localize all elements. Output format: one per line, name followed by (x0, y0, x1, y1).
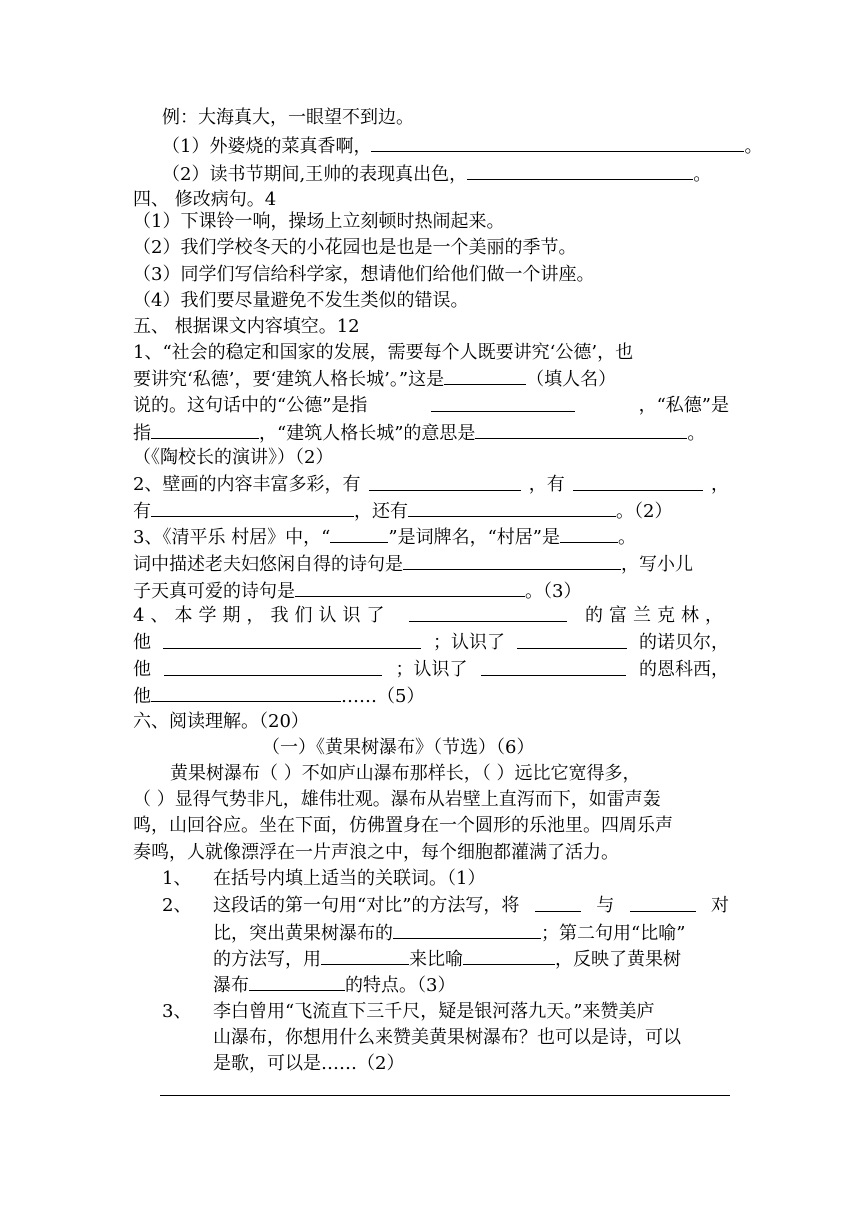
fill-1-line-2 (133, 366, 616, 392)
fill-1-line-3 (133, 393, 729, 419)
rewrite-question-2 (162, 161, 711, 187)
fill-4-text: 4、本学期，我们认识了 (133, 605, 391, 626)
fill-3-text: 。（3） (525, 581, 582, 602)
fill-4-text: 他 (133, 659, 151, 680)
reading-question-2-text: ；第二句用“比喻” (541, 923, 686, 944)
fill-3-text: 3、《清平乐 村居》中，“ (133, 527, 331, 548)
fill-2-line-1 (133, 472, 729, 498)
reading-question-3-line-3: 是歌，可以是……（2） (213, 1053, 405, 1074)
passage-line-4: 奏鸣，人就像漂浮在一片声浪之中，每个细胞都灌满了活力。 (133, 842, 619, 863)
fill-1-text: 。 (687, 423, 706, 444)
rewrite-question-1 (162, 133, 762, 159)
reading-question-2-text: 对 (710, 895, 729, 916)
sick-sentence-1: （1）下课铃一响，操场上立刻顿时热闹起来。 (133, 211, 505, 232)
fill-3-text: 词中描述老夫妇悠闲自得的诗句是 (133, 554, 403, 575)
fill-4-line-1 (133, 603, 729, 629)
fill-3-line-2 (133, 551, 693, 577)
fill-1-text: 1、“社会的稳定和国家的发展，需要每个人既要讲究‘公德’，也 (133, 342, 634, 363)
fill-3-text: 。 (617, 527, 636, 548)
answer-blank[interactable] (444, 366, 526, 385)
fill-4-text: 的恩科西， (639, 659, 729, 680)
fill-1-line-1 (133, 340, 729, 366)
fill-3-text: ”是词牌名，“村居”是 (388, 527, 560, 548)
answer-blank[interactable] (467, 161, 693, 180)
section-5-heading: 五、 根据课文内容填空。12 (133, 316, 360, 337)
answer-blank[interactable] (535, 893, 581, 912)
answer-blank[interactable] (151, 683, 341, 702)
fill-3-line-3 (133, 578, 581, 604)
fill-2-text: ，有 (528, 474, 565, 495)
answer-blank[interactable] (163, 630, 421, 649)
passage-line-2: （ ）显得气势非凡，雄伟壮观。瀑布从岩壁上直泻而下，如雷声轰 (133, 789, 661, 810)
fill-4-line-2 (133, 630, 729, 656)
passage-line-1: 黄果树瀑布（ ）不如庐山瀑布那样长，（ ）远比它宽得多， (170, 763, 641, 784)
answer-blank[interactable] (475, 420, 687, 439)
fill-3-line-1 (133, 524, 636, 550)
reading-question-1: 在括号内填上适当的关联词。（1） (213, 868, 486, 889)
reading-question-3-number: 3、 (162, 1001, 192, 1022)
reading-question-2-line-1 (213, 893, 729, 919)
reading-question-1-number: 1、 (162, 868, 192, 889)
fill-4-text: 他 (133, 632, 151, 653)
fill-1-text: 要讲究‘私德’，要‘建筑人格长城’。”这是 (133, 369, 445, 390)
fill-1-line-4 (133, 420, 705, 446)
answer-blank[interactable] (393, 920, 541, 939)
sick-sentence-4: （4）我们要尽量避免不发生类似的错误。 (133, 290, 469, 311)
answer-blank[interactable] (630, 893, 696, 912)
answer-blank[interactable] (151, 498, 354, 517)
answer-blank[interactable] (409, 603, 567, 622)
answer-line[interactable] (160, 1095, 730, 1096)
answer-blank[interactable] (369, 472, 521, 491)
fill-4-text: ；认识了 (395, 659, 468, 680)
reading-question-2-line-2 (213, 920, 685, 946)
answer-blank[interactable] (164, 657, 382, 676)
answer-blank[interactable] (573, 472, 703, 491)
reading-question-2-line-3 (213, 946, 681, 972)
answer-blank[interactable] (517, 630, 627, 649)
reading-question-2-number: 2、 (162, 895, 192, 916)
rewrite-question-1-text: （1）外婆烧的菜真香啊， (162, 136, 372, 157)
answer-blank[interactable] (330, 524, 388, 543)
answer-blank[interactable] (151, 420, 259, 439)
fill-4-line-4 (133, 683, 424, 709)
fill-1-text: ，“建筑人格长城”的意思是 (259, 423, 476, 444)
answer-blank[interactable] (481, 657, 626, 676)
fill-3-text: ，写小儿 (621, 554, 693, 575)
fill-4-text: ……（5） (341, 686, 425, 707)
sick-sentence-2: （2）我们学校冬天的小花园也是也是一个美丽的季节。 (133, 237, 577, 258)
reading-question-3-line-2: 山瀑布，你想用什么来赞美黄果树瀑布？也可以是诗，可以 (213, 1027, 681, 1048)
fill-4-text: 的诺贝尔， (639, 632, 729, 653)
period: 。 (693, 164, 712, 185)
section-6-heading: 六、阅读理解。（20） (133, 711, 309, 732)
reading-question-2-text: 与 (596, 895, 615, 916)
example-sentence: 例：大海真大，一眼望不到边。 (162, 107, 414, 128)
passage-line-3: 鸣，山回谷应。坐在下面，仿佛置身在一个圆形的乐池里。四周乐声 (133, 815, 673, 836)
reading-question-2-text: 的特点。（3） (345, 975, 456, 996)
reading-question-3-line-1: 李白曾用“飞流直下三千尺，疑是银河落九天。”来赞美庐 (213, 1001, 655, 1022)
answer-blank[interactable] (431, 393, 575, 412)
fill-4-text: ；认识了 (433, 632, 505, 653)
reading-question-2-text: ，反映了黄果树 (555, 949, 681, 970)
fill-4-text: 他 (133, 686, 151, 707)
fill-1-text: 指 (133, 423, 151, 444)
section-4-heading: 四、 修改病句。4 (133, 189, 277, 210)
answer-blank[interactable] (463, 946, 555, 965)
fill-4-text: 的富兰克林， (584, 605, 729, 626)
fill-2-text: 2、壁画的内容丰富多彩，有 (133, 474, 361, 495)
period: 。 (744, 136, 763, 157)
reading-subheading: （一）《黄果树瀑布》（节选）（6） (262, 737, 535, 758)
fill-1-source: （《陶校长的演讲》）（2） (133, 447, 334, 468)
answer-blank[interactable] (371, 133, 744, 152)
fill-3-text: 子天真可爱的诗句是 (133, 581, 295, 602)
reading-question-2-text: 比，突出黄果树瀑布的 (213, 923, 393, 944)
reading-question-2-text: 瀑布 (213, 975, 249, 996)
fill-1-text: ，“私德”是 (638, 395, 729, 416)
answer-blank[interactable] (403, 551, 621, 570)
answer-blank[interactable] (408, 498, 616, 517)
fill-2-text: ， (710, 474, 729, 495)
sick-sentence-3: （3）同学们写信给科学家，想请他们给他们做一个讲座。 (133, 264, 595, 285)
fill-1-text: （填人名） (526, 369, 617, 390)
fill-2-text: ，还有 (354, 501, 408, 522)
fill-2-text: 。（2） (616, 501, 673, 522)
answer-blank[interactable] (249, 972, 345, 991)
reading-question-2-text: 的方法写，用 (213, 949, 321, 970)
answer-blank[interactable] (295, 578, 525, 597)
reading-question-2-text: 来比喻 (409, 949, 463, 970)
reading-question-2-text: 这段话的第一句用“对比”的方法写，将 (213, 895, 520, 916)
fill-2-line-2 (133, 498, 672, 524)
rewrite-question-2-text: （2）读书节期间,王帅的表现真出色， (162, 164, 468, 185)
answer-blank[interactable] (321, 946, 409, 965)
fill-1-text: 说的。这句话中的“公德”是指 (133, 395, 368, 416)
fill-4-line-3 (133, 657, 729, 683)
fill-2-text: 有 (133, 501, 151, 522)
answer-blank[interactable] (560, 524, 618, 543)
reading-question-2-line-4 (213, 972, 455, 998)
